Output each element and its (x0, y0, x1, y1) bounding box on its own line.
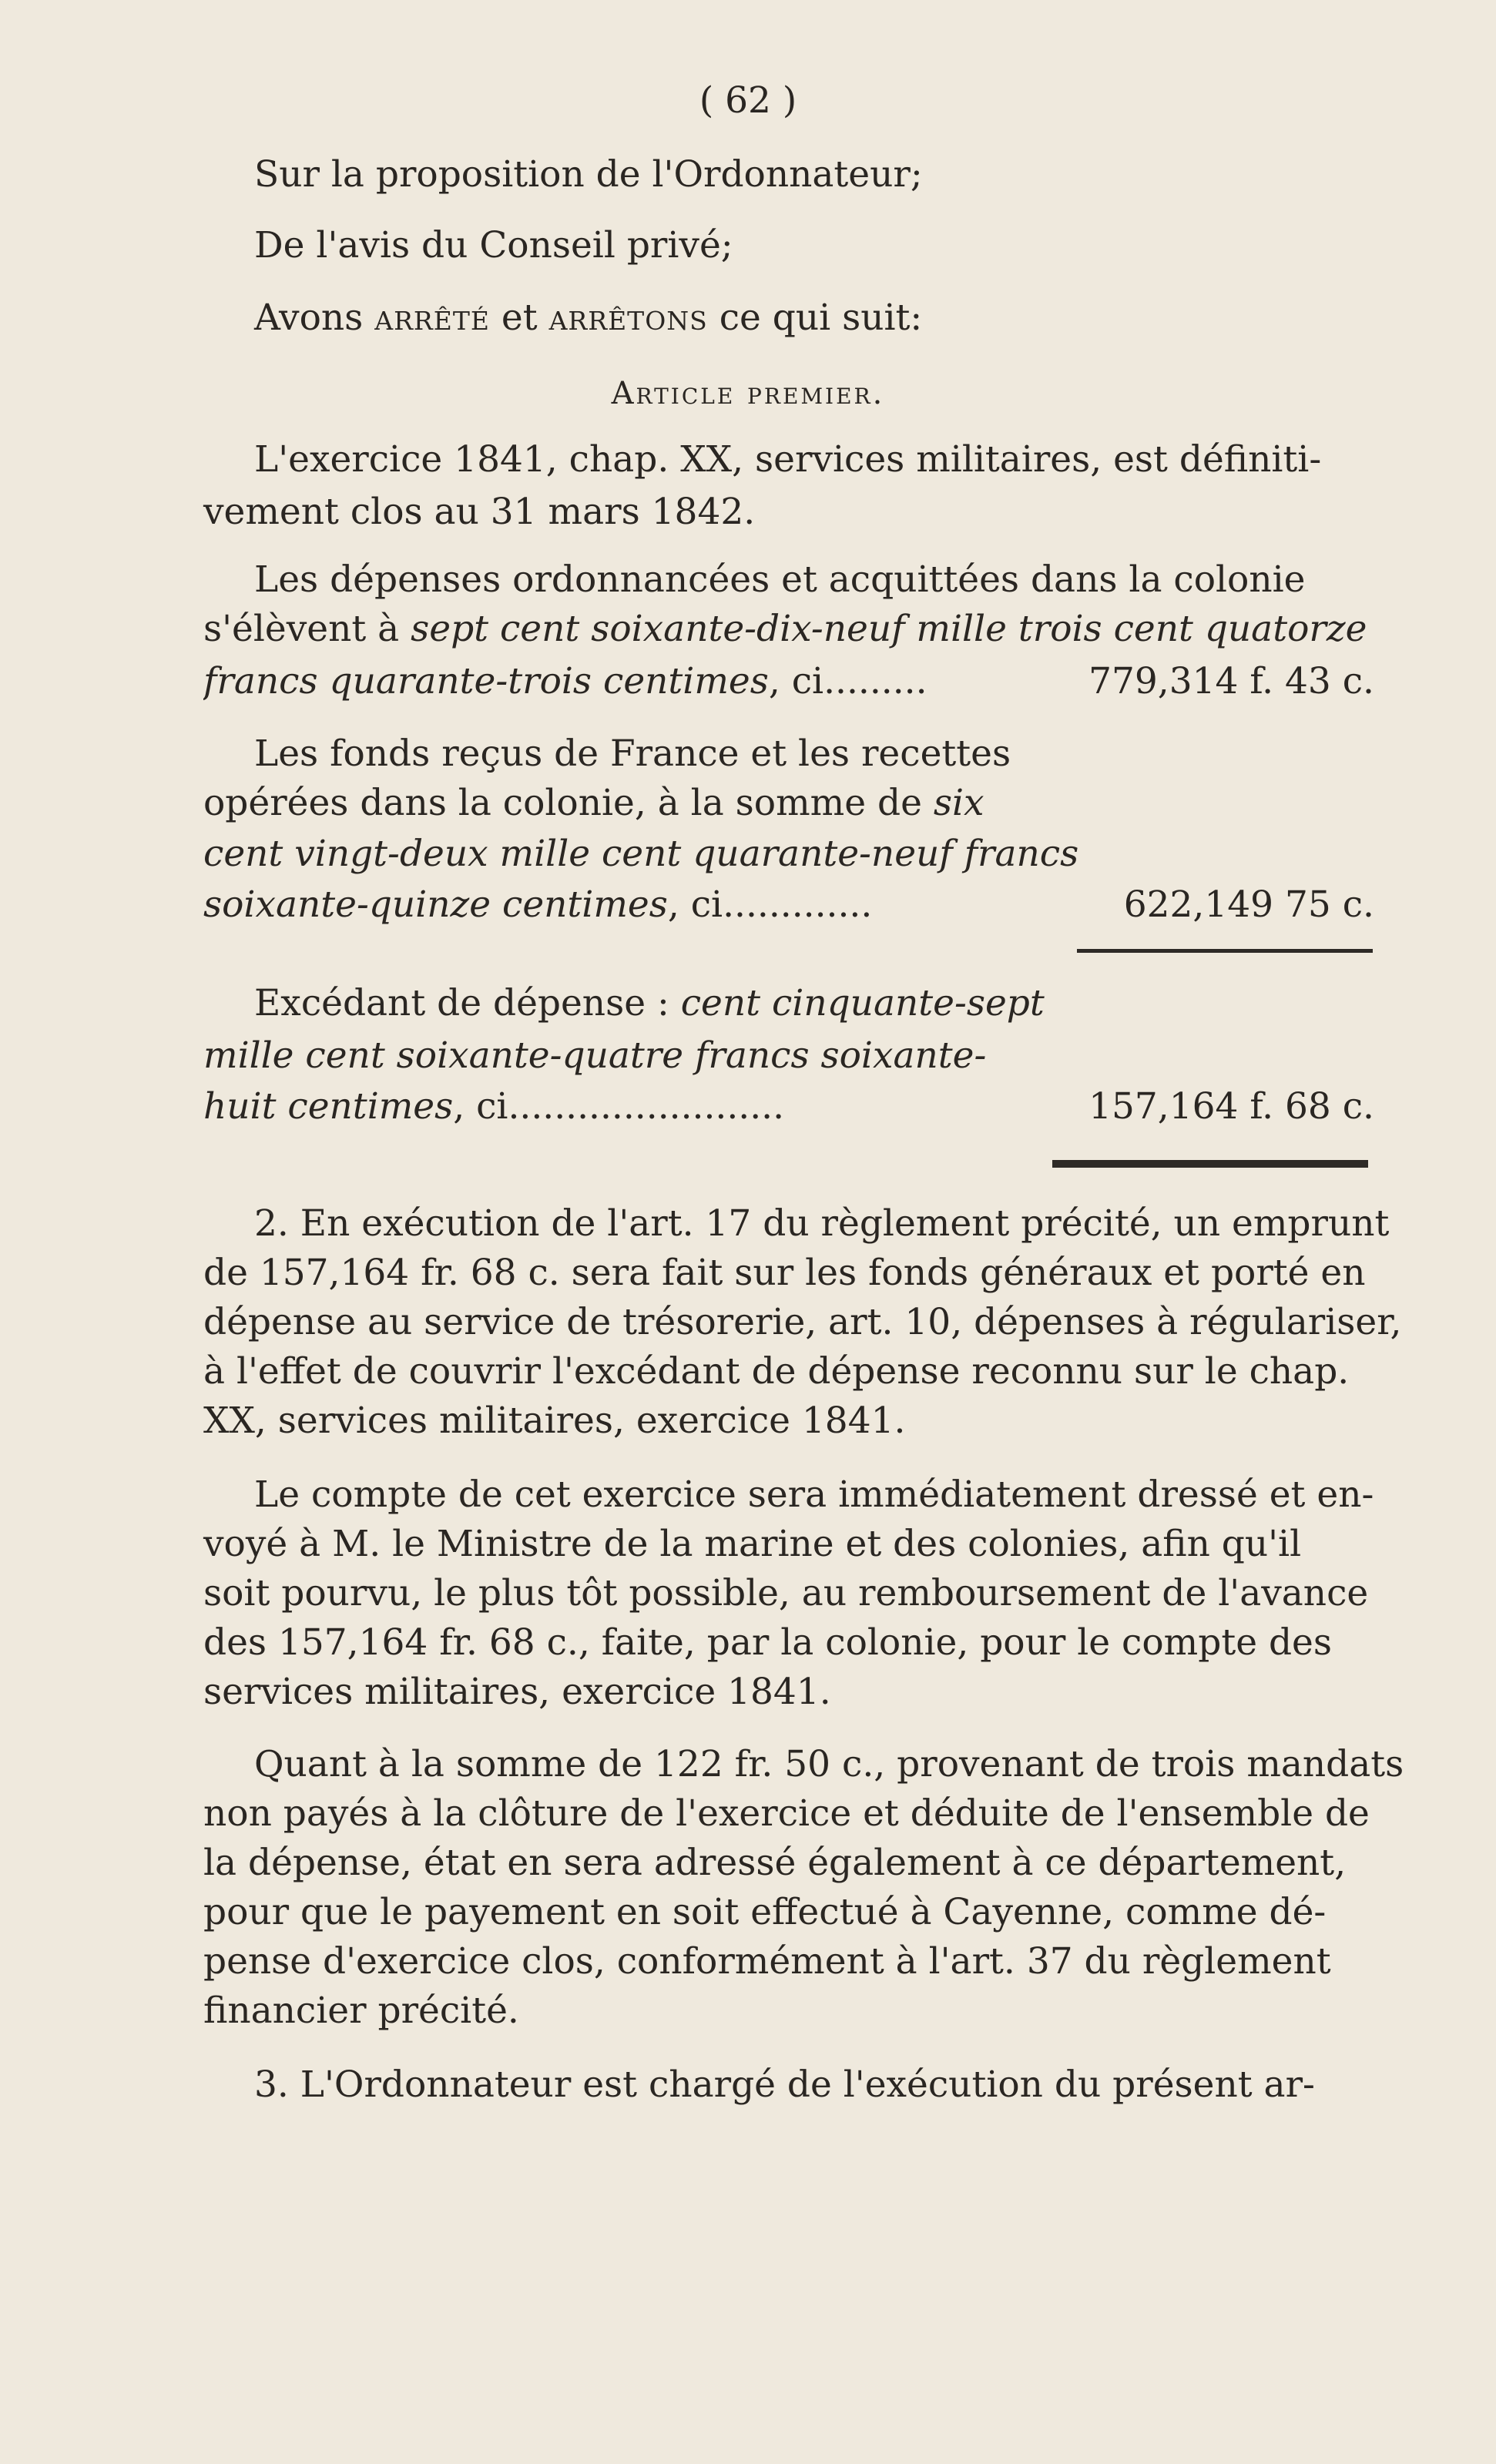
fonds-line-2-start: opérées dans la colonie, à la somme de (203, 782, 922, 824)
fonds-line-4 (203, 880, 1374, 930)
decree-et: et (501, 297, 538, 339)
page-number: ( 62 ) (699, 79, 797, 122)
art2-line-4: à l'effet de couvrir l'excédant de dépense reconnu sur le chap. (203, 1350, 1350, 1393)
depenses-ci: , ci......... (768, 660, 927, 702)
art2-line-5: XX, services militaires, exercice 1841. (203, 1400, 906, 1442)
excedant-line-3 (203, 1081, 1374, 1132)
compte-line-2: voyé à M. le Ministre de la marine et des colonies, afin qu'il (203, 1523, 1302, 1565)
excedant-amount-words-3: huit centimes (203, 1085, 454, 1128)
depenses-amount: 779,314 f. 43 c. (1088, 660, 1374, 702)
quant-line-2: non payés à la clôture de l'exercice et déduite de l'ensemble de (203, 1792, 1370, 1835)
preamble-proposition: Sur la proposition de l'Ordonnateur; (254, 153, 923, 196)
compte-line-4: des 157,164 fr. 68 c., faite, par la colonie, pour le compte des (203, 1621, 1332, 1664)
art1-line-1: L'exercice 1841, chap. XX, services militaires, est définiti- (254, 438, 1322, 481)
fonds-amount-words-3: soixante-quinze centimes (203, 883, 668, 926)
fonds-line-1: Les fonds reçus de France et les recettes (254, 732, 1011, 775)
fonds-line-3: cent vingt-deux mille cent quarante-neuf francs (203, 833, 1079, 875)
decree-arrete: arrêté (374, 297, 490, 339)
excedant-ci: , ci........................ (453, 1085, 785, 1128)
excedant-line-2: mille cent soixante-quatre francs soixante- (203, 1034, 987, 1077)
fonds-line-2 (203, 778, 1374, 829)
art2-line-1: 2. En exécution de l'art. 17 du règlement précité, un emprunt (254, 1202, 1390, 1245)
depenses-amount-words-2: francs quarante-trois centimes (203, 660, 769, 702)
quant-line-3: la dépense, état en sera adressé également à ce département, (203, 1842, 1347, 1884)
decree-avons: Avons (254, 297, 364, 339)
depenses-line-3 (203, 656, 1374, 707)
compte-line-1: Le compte de cet exercice sera immédiatement dressé et en- (254, 1473, 1374, 1516)
excedant-line-1 (254, 978, 1425, 1029)
art2-line-3: dépense au service de trésorerie, art. 10, dépenses à régulariser, (203, 1301, 1402, 1343)
fonds-amount-words-1: six (933, 782, 984, 824)
quant-line-6: financier précité. (203, 1990, 519, 2032)
sum-rule (1077, 949, 1373, 953)
excedant-amount: 157,164 f. 68 c. (1088, 1085, 1374, 1128)
quant-line-1: Quant à la somme de 122 fr. 50 c., provenant de trois mandats (254, 1743, 1404, 1785)
depenses-line-2-start: s'élèvent à (203, 608, 400, 650)
depenses-line-2 (203, 604, 1374, 655)
depenses-amount-words-1: sept cent soixante-dix-neuf mille trois cent quatorze (411, 608, 1367, 650)
excedant-line-1-start: Excédant de dépense : (254, 982, 669, 1024)
depenses-line-1: Les dépenses ordonnancées et acquittées dans la colonie (254, 558, 1306, 601)
article-heading: Article premier. (611, 376, 885, 411)
art1-line-2: vement clos au 31 mars 1842. (203, 491, 756, 533)
art2-line-2: de 157,164 fr. 68 c. sera fait sur les fonds généraux et porté en (203, 1252, 1366, 1294)
decree-line (254, 293, 1425, 344)
total-double-rule (1052, 1160, 1368, 1168)
excedant-amount-words-1: cent cinquante-sept (680, 982, 1045, 1024)
quant-line-4: pour que le payement en soit effectué à Cayenne, comme dé- (203, 1891, 1327, 1933)
quant-line-5: pense d'exercice clos, conformément à l'art. 37 du règlement (203, 1940, 1331, 1983)
art3-line-1: 3. L'Ordonnateur est chargé de l'exécution du présent ar- (254, 2063, 1315, 2106)
fonds-amount: 622,149 75 c. (1123, 883, 1374, 926)
fonds-ci: , ci............. (667, 883, 873, 926)
decree-arretons: arrêtons (548, 297, 708, 339)
compte-line-3: soit pourvu, le plus tôt possible, au remboursement de l'avance (203, 1572, 1369, 1614)
compte-line-5: services militaires, exercice 1841. (203, 1671, 831, 1713)
preamble-avis: De l'avis du Conseil privé; (254, 224, 733, 267)
decree-rest: ce qui suit: (719, 297, 923, 339)
